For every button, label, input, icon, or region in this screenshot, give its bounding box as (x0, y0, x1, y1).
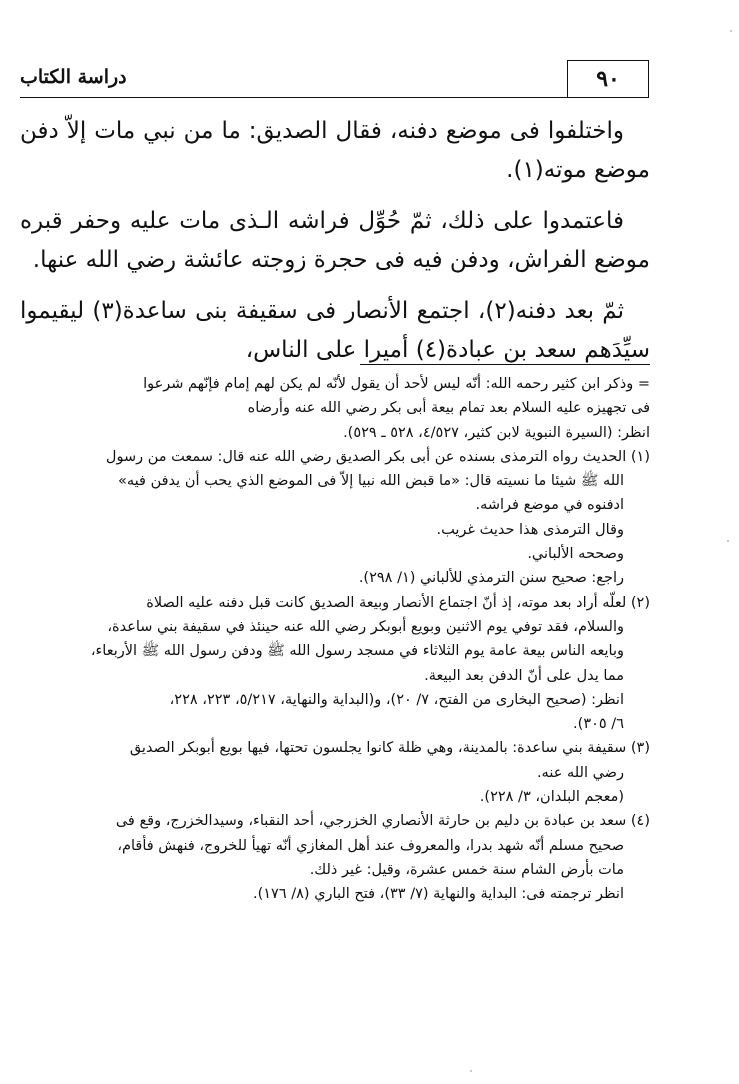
scan-mark (727, 540, 729, 542)
footnote-line: صحيح مسلم أنّه شهد بدرا، والمعروف عند أهل المغازي أنّه تهيأ للخروج، فنهش فأقام، (117, 837, 624, 854)
page-number: ٩٠ (596, 66, 620, 92)
footnote-2 (20, 591, 650, 737)
footnote-separator (360, 364, 650, 365)
footnote-line: ٦/ ٣٠٥). (573, 716, 624, 733)
header-rule (20, 97, 649, 98)
footnote-line: مات بأرض الشام سنة خمس عشرة، وقيل: غير ذلك. (309, 861, 624, 878)
main-text (20, 112, 650, 382)
footnote-line: راجع: صحيح سنن الترمذي للألباني (١/ ٢٩٨). (358, 570, 624, 587)
footnote-line: انظر ترجمته فى: البداية والنهاية (٧/ ٣٣)، فتح الباري (٨/ ١٧٦). (252, 886, 624, 903)
running-title: دراسة الكتاب (20, 66, 127, 88)
footnote-line: رضي الله عنه. (536, 764, 624, 781)
footnote-line: انظر: (صحيح البخارى من الفتح، ٧/ ٢٠)، و(البداية والنهاية، ٥/٢١٧، ٢٢٣، ٢٢٨، (169, 691, 624, 708)
footnote-line: (٢) لعلّه أراد بعد موته، إذ أنّ اجتماع الأنصار وبيعة الصديق كانت قبل دفنه عليه الصلاة (146, 594, 650, 611)
footnote-line: انظر: (السيرة النبوية لابن كثير، ٤/٥٢٧، ٥٢٨ ـ ٥٢٩). (343, 424, 650, 441)
footnote-line: وقال الترمذى هذا حديث غريب. (436, 521, 624, 538)
footnote-line: = وذكر ابن كثير رحمه الله: أنّه ليس لأحد أن يقول لأنّه لم يكن لهم إمام فإنّهم شرعوا (143, 376, 650, 392)
paragraph: فاعتمدوا على ذلك، ثمّ حُوِّل فراشه الـذى مات عليه وحفر قبره موضع الفراش، ودفن فيه فى حجرة زوجته عائشة رضي الله عنها. (20, 208, 650, 273)
footnote-line: (٣) سقيفة بني ساعدة: بالمدينة، وهي ظلة كانوا يجلسون تحتها، فيها بويع أبوبكر الصديق (129, 740, 650, 757)
footnote-line: (١) الحديث رواه الترمذى بسنده عن أبى بكر الصديق رضي الله عنه قال: سمعت من رسول (105, 448, 650, 465)
footnote-3 (20, 736, 650, 809)
footnote-line: وبايعه الناس بيعة عامة يوم الثلاثاء في مسجد رسول الله ﷺ ودفن رسول الله ﷺ الأربعاء، (90, 643, 624, 660)
footnote-line: مما يدل على أنّ الدفن بعد البيعة. (424, 667, 624, 684)
paragraph: واختلفوا فى موضع دفنه، فقال الصديق: ما من نبي مات إلاّ دفن موضع موته(١). (20, 118, 650, 183)
footnote-line: الله ﷺ شيئا ما نسيته قال: «ما قبض الله نبيا إلاّ فى الموضع الذي يحب أن يدفن فيه» (118, 473, 624, 490)
footnote-line: (معجم البلدان، ٣/ ٢٢٨). (479, 789, 624, 806)
page-number-box (567, 60, 649, 98)
footnote-1 (20, 445, 650, 591)
paragraph: ثمّ بعد دفنه(٢)، اجتمع الأنصار فى سقيفة بنى ساعدة(٣) ليقيموا سيِّدَهم سعد بن عبادة(٤) أميرا على الناس، (20, 298, 650, 363)
footnote-continuation (20, 372, 650, 445)
footnote-line: ادفنوه في موضع فراشه. (475, 497, 624, 514)
footnotes (20, 372, 650, 907)
scan-mark (730, 30, 732, 32)
footnote-4 (20, 809, 650, 906)
scan-mark (470, 1070, 472, 1072)
footnote-line: (٤) سعد بن عبادة بن دليم بن حارثة الأنصاري الخزرجي، أحد النقباء، وسيدالخزرج، وقع فى (115, 813, 650, 830)
footnote-line: وصححه الألباني. (527, 546, 624, 563)
footnote-line: والسلام، فقد توفي يوم الاثنين وبويع أبوبكر رضي الله عنه حينئذ في سقيفة بني ساعدة، (107, 618, 624, 635)
footnote-line: فى تجهيزه عليه السلام بعد تمام بيعة أبى بكر رضي الله عنه وأرضاه (247, 400, 650, 417)
